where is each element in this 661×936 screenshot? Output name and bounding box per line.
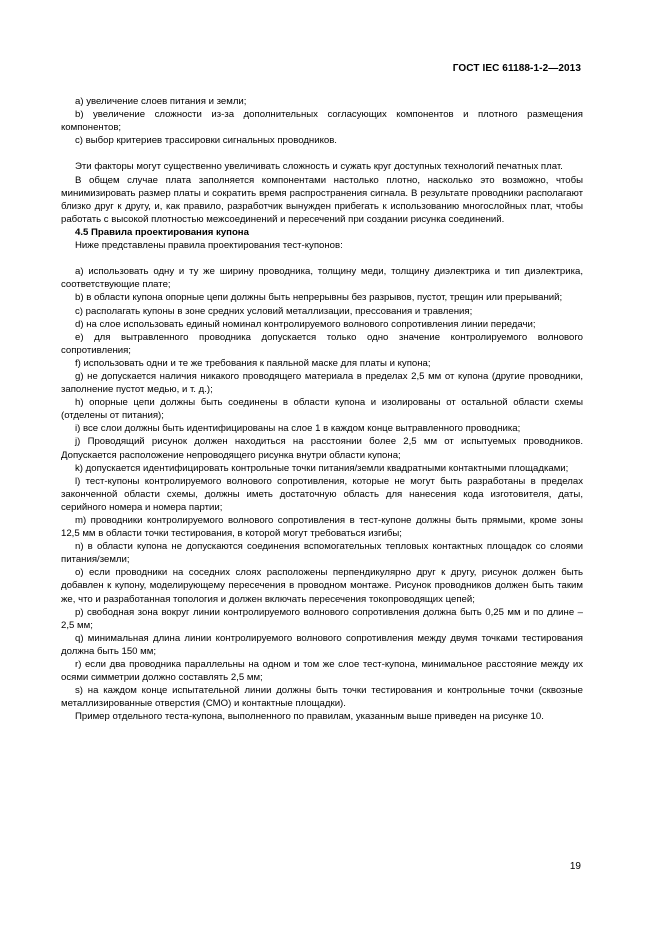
rule-item-a: a) использовать одну и ту же ширину проводника, толщину меди, толщину диэлектрика и тип диэлектрика, соответствующие плате; — [61, 266, 583, 291]
intro-paragraph-2: В общем случае плата заполняется компонентами настолько плотно, насколько это возможно, чтобы минимизировать размер платы и сократить время распространения сигнала. В результате проводники располагают близко друг к другу, и, как правило, разработчик вынужден прибегать к использованию многослойных плат, чтобы работать с высокой плотностью межсоединений и пересечений при создании рисунка соединений. — [61, 174, 583, 225]
rule-item-f: f) использовать одни и те же требования к паяльной маске для платы и купона; — [75, 357, 431, 369]
standard-code-header: ГОСТ IEC 61188-1-2—2013 — [452, 63, 581, 74]
page-number: 19 — [569, 861, 581, 872]
section-lead: Ниже представлены правила проектирования тест-купонов: — [75, 240, 343, 252]
factor-item-b: b) увеличение сложности из-за дополнительных согласующих компонентов и плотного размещения компонентов; — [61, 109, 583, 134]
spacer — [61, 252, 583, 265]
rule-item-k: k) допускается идентифицировать контрольные точки питания/земли квадратными контактными площадками; — [75, 462, 569, 474]
rule-item-o: o) если проводники на соседних слоях расположены перпендикулярно друг к другу, рисунок должен быть добавлен к купону, моделирующему пересечения в проводном монтаже. Рисунок проводников должен быть таким же, что и разработанная топология и должен включать пересечения токопроводящих цепей; — [61, 567, 583, 605]
factor-item-a: a) увеличение слоев питания и земли; — [75, 96, 247, 107]
intro-paragraph-1: Эти факторы могут существенно увеличивать сложность и сужать круг доступных технологий печатных плат. — [75, 161, 563, 173]
rule-item-h: h) опорные цепи должны быть соединены в области купона и изолированы от остальной области схемы (отделены от питания); — [61, 397, 583, 422]
rule-item-l: l) тест-купоны контролируемого волнового сопротивления, которые не могут быть разработаны в пределах законченной области схемы, должны иметь достаточную область для нанесения кода изготовителя, даты, серийного номера и номера партии; — [61, 475, 583, 513]
rule-item-j: j) Проводящий рисунок должен находиться на расстоянии более 2,5 мм от испытуемых проводников. Допускается расположение непроводящего рисунка внутри области купона; — [61, 436, 583, 461]
section-heading: 4.5 Правила проектирования купона — [75, 226, 249, 238]
closing-paragraph: Пример отдельного теста-купона, выполненного по правилам, указанным выше приведен на рисунке 10. — [75, 711, 544, 723]
rule-item-s: s) на каждом конце испытательной линии должны быть точки тестирования и контрольные точки (сквозные металлизированные отверстия (СМО) и контактные площадки). — [61, 685, 583, 710]
rule-item-n: n) в области купона не допускаются соединения вспомогательных тепловых контактных площадок со слоями питания/земли; — [61, 541, 583, 566]
spacer — [61, 147, 583, 160]
rule-item-q: q) минимальная длина линии контролируемого волнового сопротивления между двумя точками тестирования должна быть 150 мм; — [61, 632, 583, 657]
rule-item-d: d) на слое использовать единый номинал контролируемого волнового сопротивления линии передачи; — [75, 318, 536, 330]
rule-item-p: p) свободная зона вокруг линии контролируемого волнового сопротивления должна быть 0,25 мм и по длине – 2,5 мм; — [61, 606, 583, 631]
rule-item-g: g) не допускается наличия никакого проводящего материала в пределах 2,5 мм от купона (другие проводники, заполнение пустот медью, и т. д.); — [61, 370, 583, 396]
rule-item-b: b) в области купона опорные цепи должны быть непрерывны без разрывов, пустот, трещин или прерываний; — [75, 292, 563, 304]
factor-item-c: c) выбор критериев трассировки сигнальных проводников. — [75, 135, 337, 147]
rule-item-c: c) располагать купоны в зоне средних условий металлизации, прессования и травления; — [75, 305, 473, 317]
page-content — [61, 95, 583, 724]
rule-item-e: e) для вытравленного проводника допускается только одно значение контролируемого волнового сопротивления; — [61, 331, 583, 356]
rule-item-m: m) проводники контролируемого волнового сопротивления в тест-купоне должны быть прямыми, кроме зоны 12,5 мм в области точки тестирования, в которой могут требоваться изгибы; — [61, 515, 583, 540]
rule-item-i: i) все слои должны быть идентифицированы на слое 1 в каждом конце вытравленного проводника; — [75, 423, 521, 435]
rule-item-r: r) если два проводника параллельны на одном и том же слое тест-купона, минимальное расстояние между их осями симметрии должно составлять 2,5 мм; — [61, 659, 583, 684]
